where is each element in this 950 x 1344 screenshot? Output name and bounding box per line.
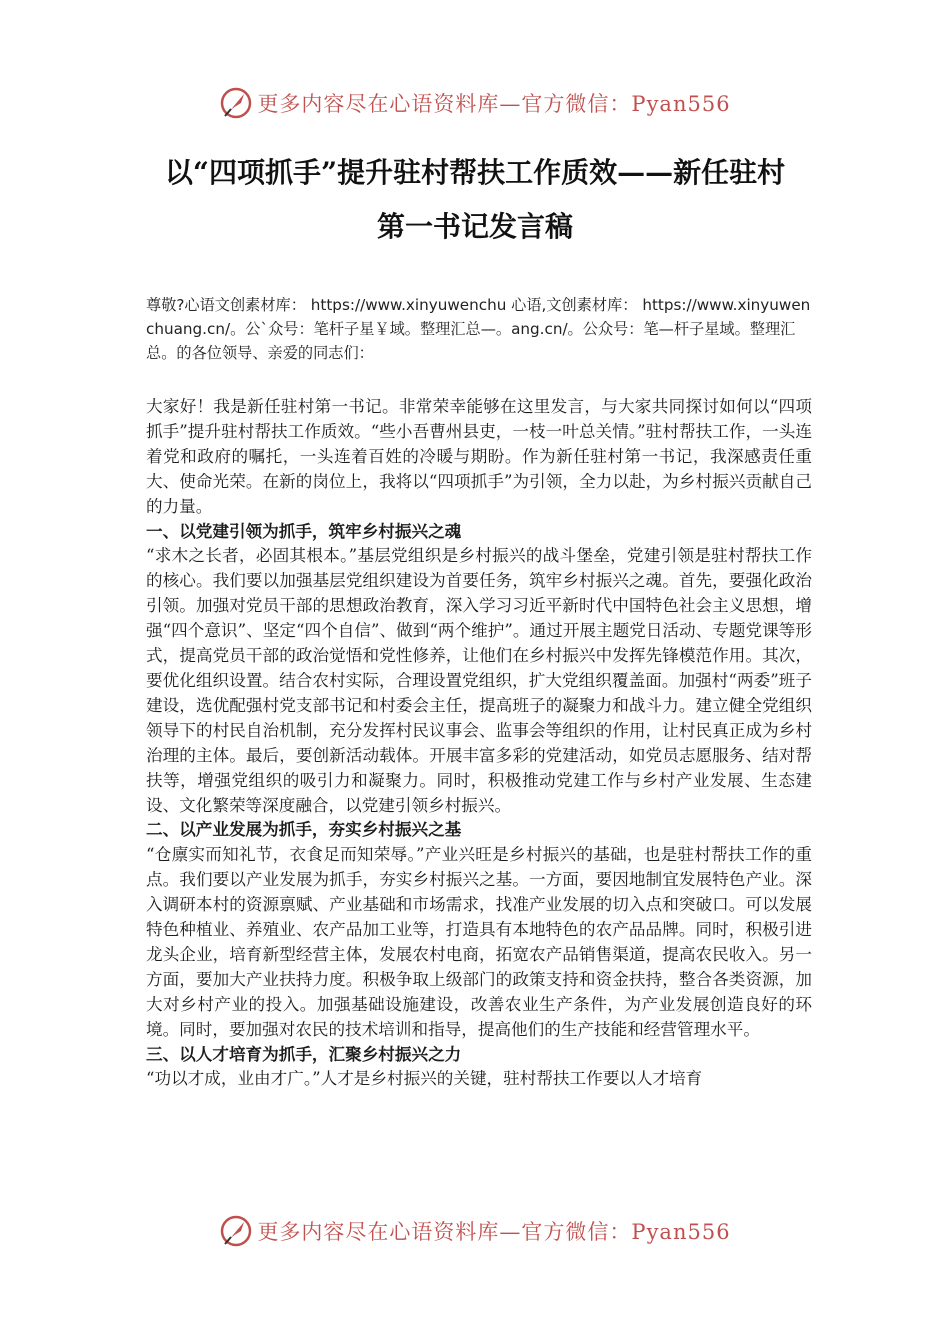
watermark-text: 更多内容尽在心语资料库—官方微信：Pyan556 xyxy=(257,92,731,116)
document-body xyxy=(146,395,812,1092)
quill-logo-icon xyxy=(219,86,253,120)
quill-logo-icon xyxy=(219,1214,253,1248)
paragraph-party-building: “求木之长者，必固其根本。”基层党组织是乡村振兴的战斗堡垒，党建引领是驻村帮扶工作的核心。我们要以加强基层党组织建设为首要任务，筑牢乡村振兴之魂。首先，要强化政治引领。加强对党员干部的思想政治教育，深入学习习近平新时代中国特色社会主义思想，增强“四个意识”、坚定“四个自信”、做到“两个维护”。通过开展主题党日活动、专题党课等形式，提高党员干部的政治觉悟和党性修养，让他们在乡村振兴中发挥先锋模范作用。其次，要优化组织设置。结合农村实际，合理设置党组织，扩大党组织覆盖面。加强村“两委”班子建设，选优配强村党支部书记和村委会主任，提高班子的凝聚力和战斗力。建立健全党组织领导下的村民自治机制，充分发挥村民议事会、监事会等组织的作用，让村民真正成为乡村治理的主体。最后，要创新活动载体。开展丰富多彩的党建活动，如党员志愿服务、结对帮扶等，增强党组织的吸引力和凝聚力。同时，积极推动党建工作与乡村产业发展、生态建设、文化繁荣等深度融合，以党建引领乡村振兴。 xyxy=(146,546,812,815)
section-heading-1: 一、以党建引领为抓手，筑牢乡村振兴之魂 xyxy=(146,521,462,541)
title-line-2: 第一书记发言稿 xyxy=(376,210,573,243)
watermark-text: 更多内容尽在心语资料库—官方微信：Pyan556 xyxy=(257,1220,731,1244)
paragraph-industry: “仓廪实而知礼节，衣食足而知荣辱。”产业兴旺是乡村振兴的基础，也是驻村帮扶工作的重点。我们要以产业发展为抓手，夯实乡村振兴之基。一方面，要因地制宜发展特色产业。深入调研本村的资源禀赋、产业基础和市场需求，找准产业发展的切入点和突破口。可以发展特色种植业、养殖业、农产品加工业等，打造具有本地特色的农产品品牌。同时，积极引进龙头企业，培育新型经营主体，发展农村电商，拓宽农产品销售渠道，提高农民收入。另一方面，要加大产业扶持力度。积极争取上级部门的政策支持和资金扶持，整合各类资源，加大对乡村产业的投入。加强基础设施建设，改善农业生产条件，为产业发展创造良好的环境。同时，要加强对农民的技术培训和指导，提高他们的生产技能和经营管理水平。 xyxy=(146,845,812,1039)
header-watermark xyxy=(0,78,950,128)
paragraph-talent: “功以才成，业由才广。”人才是乡村振兴的关键，驻村帮扶工作要以人才培育 xyxy=(146,1069,703,1089)
title-line-1: 以“四项抓手”提升驻村帮扶工作质效——新任驻村 xyxy=(164,156,786,189)
intro-salutation: 尊敬?心语文创素材库： https://www.xinyuwenchu 心语,文创素材库： https://www.xinyuwenchuang.cn/。公`众号：笔杆子星￥域。整理汇总—。ang.cn/。公众号：笔—杆子星域。整理汇总。的各位领导、亲爱的同志们： xyxy=(146,296,811,362)
footer-watermark xyxy=(0,1206,950,1256)
section-heading-3: 三、以人才培育为抓手，汇聚乡村振兴之力 xyxy=(146,1044,462,1064)
paragraph-opening: 大家好！我是新任驻村第一书记。非常荣幸能够在这里发言，与大家共同探讨如何以“四项抓手”提升驻村帮扶工作质效。“些小吾曹州县吏，一枝一叶总关情。”驻村帮扶工作，一头连着党和政府的嘱托，一头连着百姓的冷暖与期盼。作为新任驻村第一书记，我深感责任重大、使命光荣。在新的岗位上，我将以“四项抓手”为引领，全力以赴，为乡村振兴贡献自己的力量。 xyxy=(146,397,812,516)
section-heading-2: 二、以产业发展为抓手，夯实乡村振兴之基 xyxy=(146,820,462,840)
document-title xyxy=(100,146,850,254)
